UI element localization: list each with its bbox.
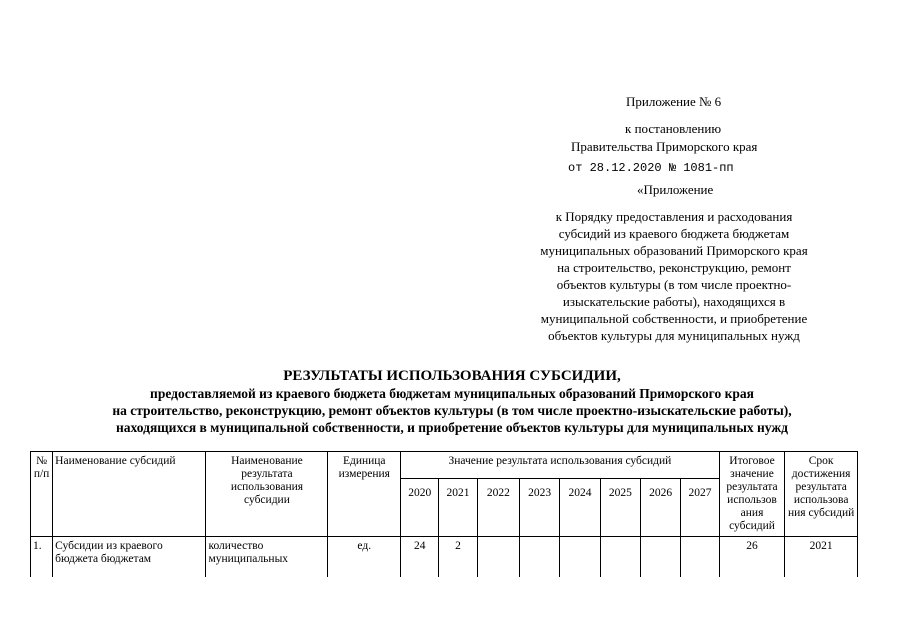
row-subsidy-name: Субсидии из краевого бюджета бюджетам <box>53 537 206 577</box>
title-subline: на строительство, реконструкцию, ремонт объектов культуры (в том числе проектно-изыскательские работы), <box>112 403 792 418</box>
header-total: Итоговое значение результата использов ания субсидий <box>719 452 785 537</box>
row-year-value <box>681 537 719 577</box>
row-year-value <box>477 537 519 577</box>
header-year: 2026 <box>641 479 681 537</box>
header-year: 2020 <box>401 479 439 537</box>
header-num: № п/п <box>31 452 53 537</box>
row-num: 1. <box>31 537 53 577</box>
procedure-line: изыскательские работы), находящихся в <box>562 294 786 309</box>
quoted-appendix-label: «Приложение <box>637 182 714 197</box>
table-row <box>31 537 858 577</box>
header-year: 2025 <box>600 479 640 537</box>
header-year: 2022 <box>477 479 519 537</box>
appendix-number: Приложение № 6 <box>626 94 722 109</box>
row-year-value <box>520 537 560 577</box>
row-year-value: 24 <box>401 537 439 577</box>
table-header-row <box>31 452 858 479</box>
procedure-line: муниципальной собственности, и приобретение <box>540 311 808 326</box>
header-unit: Единица измерения <box>328 452 401 537</box>
header-year: 2023 <box>520 479 560 537</box>
to-resolution-line: к постановлению <box>625 121 722 136</box>
procedure-line: к Порядку предоставления и расходования <box>555 209 793 224</box>
header-year: 2027 <box>681 479 719 537</box>
title-main: РЕЗУЛЬТАТЫ ИСПОЛЬЗОВАНИЯ СУБСИДИИ, <box>283 368 621 384</box>
row-unit: ед. <box>328 537 401 577</box>
government-line: Правительства Приморского края <box>571 139 758 154</box>
header-values-group: Значение результата использования субсидий <box>401 452 720 479</box>
procedure-line: на строительство, реконструкцию, ремонт <box>557 260 791 275</box>
row-year-value <box>560 537 600 577</box>
row-year-value: 2 <box>439 537 477 577</box>
row-year-value <box>600 537 640 577</box>
header-year: 2024 <box>560 479 600 537</box>
procedure-line: объектов культуры (в том числе проектно- <box>556 277 792 292</box>
resolution-date-stamp: от 28.12.2020 № 1081-пп <box>568 161 734 175</box>
procedure-line: объектов культуры для муниципальных нужд <box>548 328 800 343</box>
row-total: 26 <box>719 537 785 577</box>
procedure-line: муниципальных образований Приморского края <box>540 243 808 258</box>
row-year-value <box>641 537 681 577</box>
row-deadline: 2021 <box>785 537 858 577</box>
header-deadline: Срок достижения результата использова ния субсидий <box>785 452 858 537</box>
title-subline: находящихся в муниципальной собственности, и приобретение объектов культуры для муниципальных нужд <box>116 420 788 435</box>
title-subline: предоставляемой из краевого бюджета бюджетам муниципальных образований Приморского края <box>150 386 754 401</box>
procedure-line: субсидий из краевого бюджета бюджетам <box>558 226 790 241</box>
row-result-name: количество муниципальных <box>206 537 328 577</box>
header-year: 2021 <box>439 479 477 537</box>
results-table <box>30 451 858 577</box>
header-subsidy-name: Наименование субсидий <box>53 452 206 537</box>
header-result-name: Наименование результата использования субсидии <box>206 452 328 537</box>
